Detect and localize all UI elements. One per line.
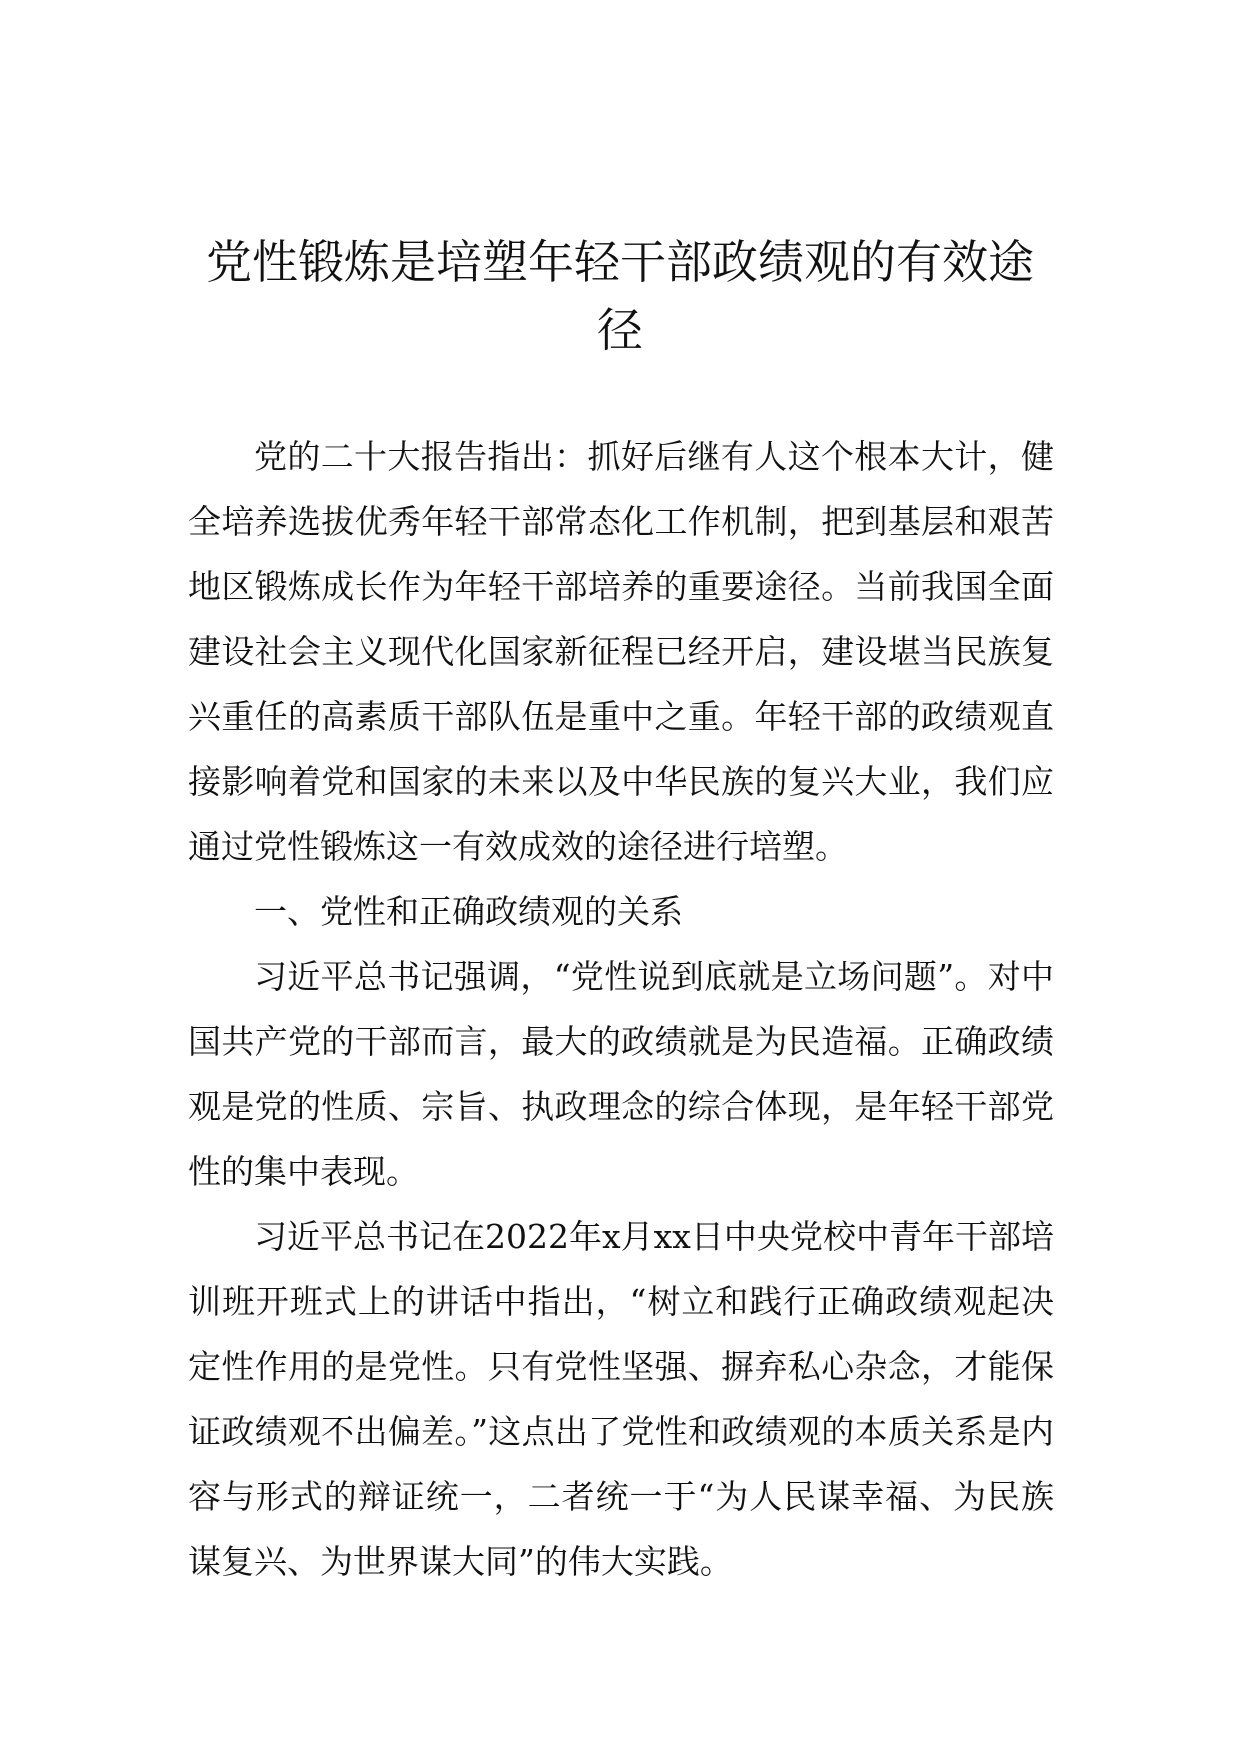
document-title: 党性锻炼是培塑年轻干部政绩观的有效途径 bbox=[206, 235, 1034, 357]
paragraph-speech-quote: 习近平总书记在2022年x月xx日中央党校中青年干部培训班开班式上的讲话中指出，“树立和践行正确政绩观起决定性作用的是党性。只有党性坚强、摒弃私心杂念，才能保证政绩观不出偏差。”这点出了党性和政绩观的本质关系是内容与形式的辩证统一，二者统一于“为人民谋幸福、为民族谋复兴、为世界谋大同”的伟大实践。 bbox=[188, 1217, 1054, 1581]
document-body bbox=[188, 424, 1054, 1594]
paragraph-party-spirit: 习近平总书记强调，“党性说到底就是立场问题”。对中国共产党的干部而言，最大的政绩就是为民造福。正确政绩观是党的性质、宗旨、执政理念的综合体现，是年轻干部党性的集中表现。 bbox=[188, 957, 1054, 1191]
paragraph-intro: 党的二十大报告指出：抓好后继有人这个根本大计，健全培养选拔优秀年轻干部常态化工作机制，把到基层和艰苦地区锻炼成长作为年轻干部培养的重要途径。当前我国全面建设社会主义现代化国家新征程已经开启，建设堪当民族复兴重任的高素质干部队伍是重中之重。年轻干部的政绩观直接影响着党和国家的未来以及中华民族的复兴大业，我们应通过党性锻炼这一有效成效的途径进行培塑。 bbox=[188, 437, 1054, 866]
section-heading-1: 一、党性和正确政绩观的关系 bbox=[254, 892, 683, 931]
